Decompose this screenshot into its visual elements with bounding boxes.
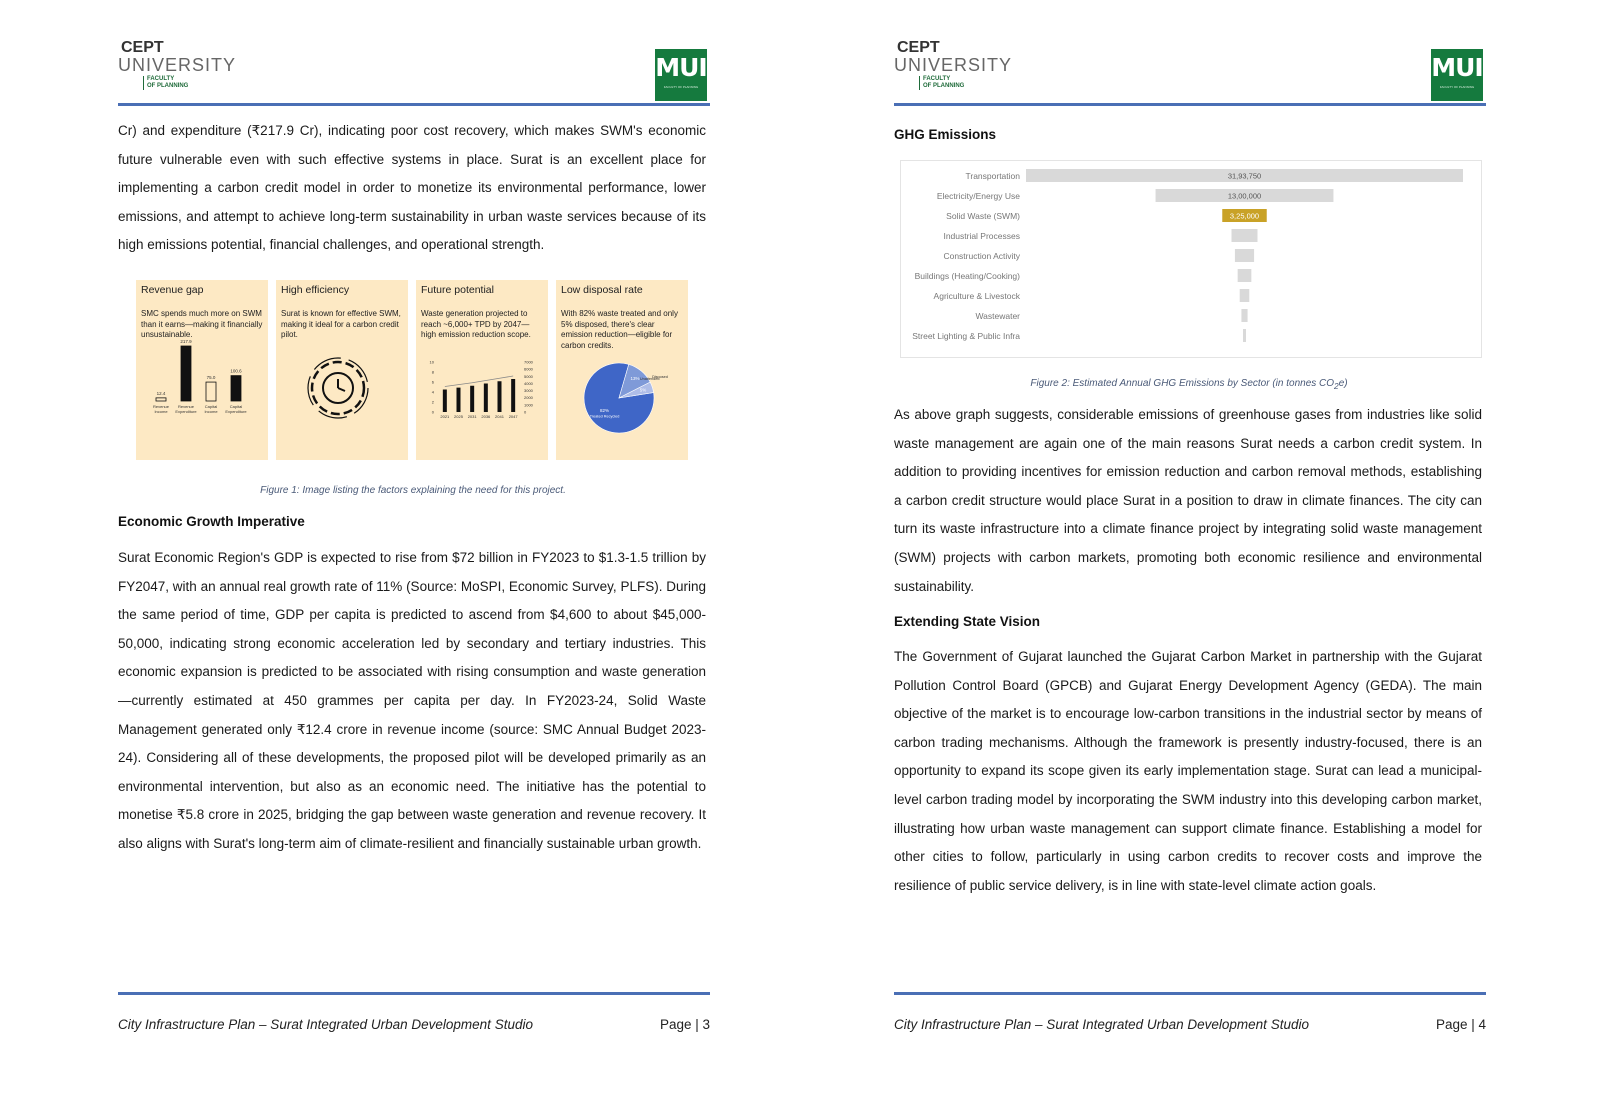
- ghg-category-label: Wastewater: [975, 311, 1020, 321]
- pie-slice-label: Unattended: [639, 376, 660, 381]
- future-right-tick: 5000: [524, 373, 533, 379]
- ghg-value-label: 31,93,750: [1227, 171, 1262, 181]
- logo-university-text: UNIVERSITY: [894, 55, 1013, 75]
- revenue-value-label: 75.0: [206, 375, 216, 381]
- footer-divider: [894, 992, 1486, 995]
- future-bar: [484, 384, 488, 413]
- revenue-value-label: 100.6: [230, 368, 242, 374]
- revenue-value-label: 217.9: [180, 339, 192, 344]
- logo-university-text: UNIVERSITY: [118, 55, 237, 75]
- revenue-bar: [156, 398, 166, 401]
- disposal-pie-chart: [556, 280, 688, 460]
- gear-clock-icon: [276, 280, 408, 460]
- ghg-category-label: Agriculture & Livestock: [933, 291, 1020, 301]
- footer-title: City Infrastructure Plan – Surat Integrated Urban Development Studio: [118, 1017, 533, 1032]
- ghg-value-label: 13,00,000: [1227, 191, 1262, 201]
- future-x-label: 2041: [495, 414, 504, 419]
- future-x-label: 2047: [508, 414, 518, 419]
- footer-title: City Infrastructure Plan – Surat Integrated Urban Development Studio: [894, 1017, 1309, 1032]
- panel-description: Surat is known for effective SWM, making it ideal for a carbon credit pilot.: [281, 309, 401, 339]
- mui-logo-text: MUI: [655, 53, 707, 82]
- ghg-category-label: Construction Activity: [943, 251, 1020, 261]
- ghg-value-label: 3,25,000: [1229, 211, 1260, 221]
- ghg-bar: [1238, 269, 1252, 282]
- revenue-category-label: Income: [154, 409, 168, 414]
- heading-ghg-emissions: GHG Emissions: [894, 127, 997, 142]
- future-left-tick: 4: [431, 389, 434, 395]
- figure-1: [136, 280, 688, 460]
- footer-divider: [118, 992, 710, 995]
- pie-percent-label: 5%: [639, 387, 647, 393]
- future-right-tick: 1000: [524, 402, 533, 408]
- panel-revenue-gap: [136, 280, 268, 460]
- revenue-gap-chart: [136, 280, 268, 460]
- future-left-tick: 2: [431, 399, 434, 405]
- future-bar: [498, 381, 502, 412]
- future-left-tick: 6: [431, 379, 434, 385]
- ghg-category-label: Buildings (Heating/Cooking): [914, 271, 1020, 281]
- revenue-category-label: Income: [204, 409, 218, 414]
- heading-economic-growth: Economic Growth Imperative: [118, 514, 305, 529]
- revenue-bar: [181, 346, 191, 401]
- revenue-value-label: 12.4: [156, 390, 166, 396]
- figure-2-caption: Figure 2: Estimated Annual GHG Emissions by Sector (in tonnes $CO_2e$): [1030, 378, 1348, 391]
- future-right-tick: 4000: [524, 380, 533, 386]
- pie-percent-label: 13%: [630, 376, 640, 382]
- pie-percent-label: 82%: [600, 408, 610, 414]
- figure-1-caption: Figure 1: Image listing the factors explaining the need for this project.: [260, 485, 566, 496]
- revenue-category-label: Capital: [229, 404, 243, 409]
- paragraph-ghg-analysis: As above graph suggests, considerable emissions of greenhouse gases from industries like solid waste management are again one of the main reasons Surat needs a carbon credit system. In addition to providing incentives for emission reduction and carbon removal methods, establishing a carbon credit structure would place Surat in a position to draw in climate finances. The city can turn its waste infrastructure into a climate finance project by integrating solid waste management (SWM) projects with carbon markets, promoting both economic resilience and environmental sustainability.: [894, 407, 1482, 594]
- panel-description: Waste generation projected to reach ~6,000+ TPD by 2047—high emission reduction scope.: [421, 309, 531, 339]
- ghg-category-label: Electricity/Energy Use: [936, 191, 1020, 201]
- future-left-tick: 0: [431, 409, 434, 415]
- ghg-emissions-chart: [900, 160, 1482, 358]
- panel-title: High efficiency: [281, 284, 350, 296]
- header-divider: [118, 103, 710, 106]
- revenue-category-label: Expenditure: [225, 409, 247, 414]
- future-bar: [511, 379, 515, 412]
- panel-title: Future potential: [421, 284, 494, 296]
- header-divider: [894, 103, 1486, 106]
- paragraph-state-vision: The Government of Gujarat launched the Gujarat Carbon Market in partnership with the Gujarat Pollution Control Board (GPCB) and Gujarat Energy Development Agency (GEDA). The main objective of the market is to encourage low-carbon transitions in the industrial sector by means of carbon trading mechanisms. Although the framework is presently industry-focused, there is an opportunity to expand its scope given its early implementation stage. Surat can lead a municipal-level carbon trading model by incorporating the SWM industry into this developing carbon market, illustrating how urban waste management can support climate finance. Establishing a model for other cities to follow, particularly in using carbon credits to recover costs and improve the resilience of public service delivery, is in line with state-level climate action goals.: [894, 649, 1482, 893]
- future-right-tick: 2000: [524, 395, 533, 401]
- paragraph-economic-growth: Surat Economic Region's GDP is expected to rise from $72 billion in FY2023 to $1.3-1.5 trillion by FY2047, with an annual real growth rate of 11% (Source: MoSPI, Economic Survey, PLFS). During the same period of time, GDP per capita is predicted to ascend from $4,600 to about $45,000-50,000, indicating strong economic acceleration led by secondary and tertiary industries. This economic expansion is predicted to be associated with rising consumption and waste generation—currently estimated at 450 grammes per capita per day. In FY2023-24, Solid Waste Management generated only ₹12.4 crore in revenue income (source: SMC Annual Budget 2023-24). Considering all of these developments, the proposed pilot will be developed primarily as an environmental intervention, but also as an economic need. The initiative has the potential to monetise ₹5.8 crore in 2025, bridging the gap between waste generation and revenue recovery. It also aligns with Surat's long-term aim of climate-resilient and financially sustainable urban growth.: [118, 550, 706, 851]
- future-right-tick: 0: [524, 409, 527, 415]
- mui-logo: [1431, 49, 1483, 101]
- panel-title: Low disposal rate: [561, 284, 643, 296]
- revenue-category-label: Capital: [204, 404, 218, 409]
- revenue-category-label: Revenue: [152, 404, 170, 409]
- mui-logo-subtext: FACULTY OF PLANNING: [1439, 85, 1475, 89]
- mui-logo-text: MUI: [1431, 53, 1483, 82]
- logo-faculty-text: FACULTY OF PLANNING: [919, 76, 964, 90]
- ghg-bar: [1240, 289, 1250, 302]
- future-left-tick: 8: [431, 369, 434, 375]
- panel-low-disposal-rate: [556, 280, 688, 460]
- panel-high-efficiency: [276, 280, 408, 460]
- future-bar: [470, 386, 474, 412]
- cept-university-logo: [894, 40, 1034, 95]
- panel-future-potential: [416, 280, 548, 460]
- ghg-chart-svg: [901, 161, 1481, 357]
- revenue-category-label: Expenditure: [175, 409, 197, 414]
- future-bar: [443, 390, 447, 413]
- heading-extending-state-vision: Extending State Vision: [894, 614, 1041, 629]
- logo-cept-text: CEPT: [897, 39, 940, 56]
- future-right-tick: 3000: [524, 388, 533, 394]
- future-left-tick: 10: [429, 359, 434, 365]
- ghg-category-label: Street Lighting & Public Infra: [912, 331, 1020, 341]
- revenue-category-label: Revenue: [177, 404, 195, 409]
- future-x-label: 2025: [454, 414, 463, 419]
- ghg-category-label: Solid Waste (SWM): [946, 211, 1020, 221]
- revenue-bar: [231, 376, 241, 401]
- mui-logo-subtext: FACULTY OF PLANNING: [663, 85, 699, 89]
- cept-university-logo: [118, 40, 258, 95]
- panel-title: Revenue gap: [141, 284, 204, 296]
- panel-description: With 82% waste treated and only 5% disposed, there's clear emission reduction—eligible for carbon credits.: [561, 309, 678, 350]
- paragraph-cost-recovery: Cr) and expenditure (₹217.9 Cr), indicating poor cost recovery, which makes SWM's economic future vulnerable even with such effective systems in place. Surat is an excellent place for implementing a carbon credit model in order to monetize its environmental performance, lower emissions, and attempt to achieve long-term sustainability in urban waste services because of its high emissions potential, financial challenges, and operational strength.: [118, 123, 706, 253]
- future-x-label: 2036: [481, 414, 491, 419]
- ghg-category-label: Transportation: [965, 171, 1020, 181]
- ghg-bar: [1235, 249, 1254, 262]
- ghg-bar: [1232, 229, 1258, 242]
- future-potential-chart: [416, 280, 548, 460]
- future-right-tick: 7000: [524, 359, 533, 365]
- ghg-bar: [1241, 309, 1247, 322]
- future-bar: [457, 388, 461, 412]
- future-trend-line: [445, 376, 513, 387]
- page-4: [894, 0, 1494, 1119]
- mui-logo: [655, 49, 707, 101]
- logo-faculty-text: FACULTY OF PLANNING: [143, 76, 188, 90]
- future-x-label: 2031: [467, 414, 477, 419]
- future-right-tick: 6000: [524, 366, 533, 372]
- page-number: Page | 3: [659, 1017, 710, 1032]
- future-x-label: 2021: [440, 414, 450, 419]
- revenue-bar: [206, 382, 216, 401]
- page-number: Page | 4: [1435, 1017, 1486, 1032]
- ghg-bar: [1243, 329, 1246, 342]
- page-3: [118, 0, 718, 1119]
- ghg-category-label: Industrial Processes: [943, 231, 1020, 241]
- logo-cept-text: CEPT: [121, 39, 164, 56]
- panel-description: SMC spends much more on SWM than it earns—making it financially unsustainable.: [141, 309, 263, 339]
- pie-slice-label: Treated Recycled: [589, 414, 620, 419]
- pie-slice-label: Disposed: [652, 374, 668, 379]
